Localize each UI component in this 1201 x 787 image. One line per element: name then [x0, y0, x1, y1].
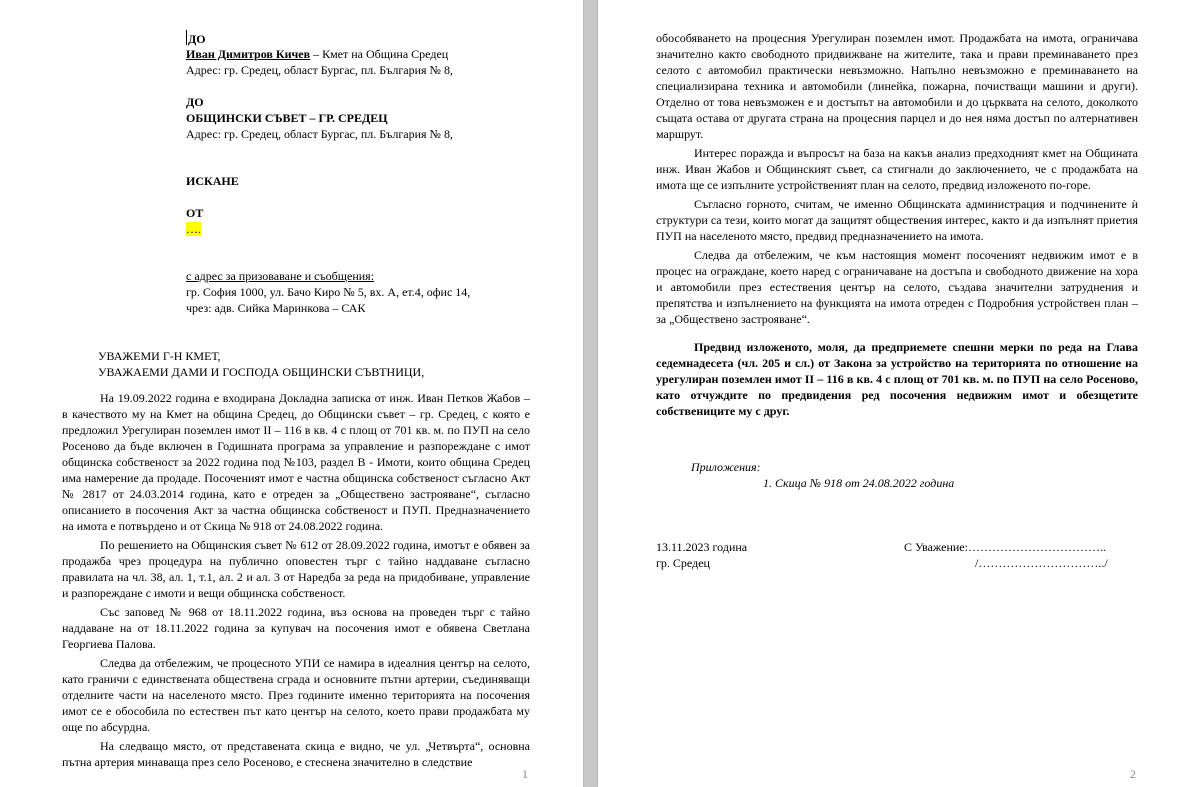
paragraph: Със заповед № 968 от 18.11.2022 година, въз основа на проведен търг с тайно наддаване на от 18.11.2022 година за купувач на посочения имот е обявена Светлана Георгиева Палова.: [62, 605, 530, 651]
paragraph: Следва да отбележим, че процесното УПИ се намира в идеалния център на селото, като граничи с единствената обществена сграда и основните пътни артерии, съединяващи отделните части на населеното място. През годините именно територията на посочения имот се е обособила по естествен път като център на селото, което прави продажбата му още по абсурдна.: [62, 656, 530, 734]
request-paragraph: Предвид изложеното, моля, да предприемете спешни мерки по реда на Глава седемнадесета (чл. 205 и сл.) от Закона за устройство на територията по отношение на урегулиран поземлен имот ІІ – 116 в кв. 4 с площ от 701 кв. м. по ПУП на село Росеново, като отчуждите по предвидения ред посочения недвижим имот и обезщетите собствениците му с друг.: [656, 340, 1138, 418]
service-address-line1: гр. София 1000, ул. Бачо Киро № 5, вх. А, ет.4, офис 14,: [186, 285, 471, 299]
text-cursor: [186, 30, 187, 45]
document-page-1: [0, 0, 583, 787]
service-address-label: с адрес за призоваване и съобщения:: [186, 269, 375, 283]
addressee-2-address: Адрес: гр. Средец, област Бургас, пл. България № 8,: [186, 127, 453, 141]
document-date: 13.11.2023 година: [656, 540, 748, 554]
page-number: 2: [1130, 767, 1136, 781]
attachments-label: Приложения:: [691, 460, 761, 474]
page2-body: [656, 30, 1138, 422]
paragraph: Следва да отбележим, че към настоящия момент посоченият недвижим имот е в процес на ограждане, което наред с ограничаване на достъпа и свободното движение на хора и автомобили през естествения център на селото, създава значителни затруднения и препятства и изпълнението на функцията на имота отреден с Подробния устройствен план – за „Обществено застрояване“.: [656, 248, 1138, 326]
addressee-1-label: ДО: [188, 32, 206, 46]
mayor-title: – Кмет на Община Средец: [310, 47, 449, 61]
document-place: гр. Средец: [656, 556, 710, 570]
page1-body: [62, 390, 530, 773]
request-heading: ИСКАНЕ: [186, 174, 239, 188]
paragraph: обособяването на процесния Урегулиран поземлен имот. Продажбата на имота, ограничава значително както свободното придвижване на жителите, така и прави преминаването през селото с автомобил практически невъзможно. Напълно невъзможно е преминаването на специализирана техника и автомобили (линейка, пожарна, почистващи машини и други). Отделно от това невъзможен е и достъпът на автомобили и до църквата на селото, доколкото същата остава от другата страна на процесния парцел и до нея няма достъп по алтернативен маршрут.: [656, 31, 1138, 141]
paragraph: По решението на Общинския съвет № 612 от 28.09.2022 година, имотът е обявен за продажба чрез процедура на публично оповестен търг с тайно наддаване съгласно правилата на чл. 38, ал. 1, т.1, ал. 2 и ал. 3 от Наредба за реда на придобиване, управление и разпореждане с имоти и вещи общинска собственост.: [62, 538, 530, 600]
council-name: ОБЩИНСКИ СЪВЕТ – ГР. СРЕДЕЦ: [186, 111, 388, 125]
from-label: ОТ: [186, 206, 204, 220]
regards-signature: С Уважение:……………………………..: [904, 540, 1106, 554]
mayor-name: Иван Димитров Кичев: [186, 47, 311, 61]
addressee-1-line: [186, 46, 448, 62]
from-value: [186, 221, 201, 237]
paragraph: На следващо място, от представената скица е видно, че ул. „Четвърта“, основна пътна артерия минаваща през село Росеново, е стеснена значително в следствие: [62, 739, 530, 769]
from-value-highlight: ….: [186, 222, 201, 236]
paragraph: Интерес поражда и въпросът на база на какъв анализ предходният кмет на Общината инж. Иван Жабов и Общинският съвет, са стигнали до заключението, че с продажбата на имота ще се изпълните устройственият план на селото, предвид изложеното по-горе.: [656, 146, 1138, 192]
paragraph: Съгласно горното, считам, че именно Общинската администрация и подчинените ѝ структури са тези, които могат да защитят обществения интерес, както и да изпълнят приетия ПУП на населеното място, предвид предназначението на имота.: [656, 197, 1138, 243]
service-address-line2: чрез: адв. Сийка Маринкова – САК: [186, 301, 366, 315]
attachment-item: 1. Скица № 918 от 24.08.2022 година: [763, 476, 955, 490]
document-page-2: [598, 0, 1201, 787]
addressee-2-label: ДО: [186, 95, 204, 109]
salutation-mayor: УВАЖЕМИ Г-Н КМЕТ,: [98, 349, 221, 363]
addressee-1-address: Адрес: гр. Средец, област Бургас, пл. България № 8,: [186, 63, 453, 77]
salutation-council: УВАЖАЕМИ ДАМИ И ГОСПОДА ОБЩИНСКИ СЪВТНИЦИ,: [98, 365, 425, 379]
signature-line: /…………………………../: [975, 556, 1108, 570]
page-number: 1: [522, 767, 528, 781]
paragraph: На 19.09.2022 година е входирана Докладна записка от инж. Иван Петков Жабов – в качеството му на Кмет на община Средец, до Общински съвет – гр. Средец, с която е предложил Урегулиран поземлен имот ІІ – 116 в кв. 4 с площ от 701 кв. м. по ПУП на село Росеново да бъде включен в Годишната програма за управление и разпореждане с имот общинска собственост за 2022 година под №103, раздел В - Имоти, които община Средец има намерение да продаде. Посоченият имот е частна общинска собственост съгласно Акт № 2817 от 24.03.2014 година, като е отреден за „Обществено застрояване“, съгласно описанието в посочения Акт за частна общинска собственост и ПУП. Предназначението на имота е потвърдено и от Скица № 918 от 24.08.2022 година.: [62, 391, 530, 533]
